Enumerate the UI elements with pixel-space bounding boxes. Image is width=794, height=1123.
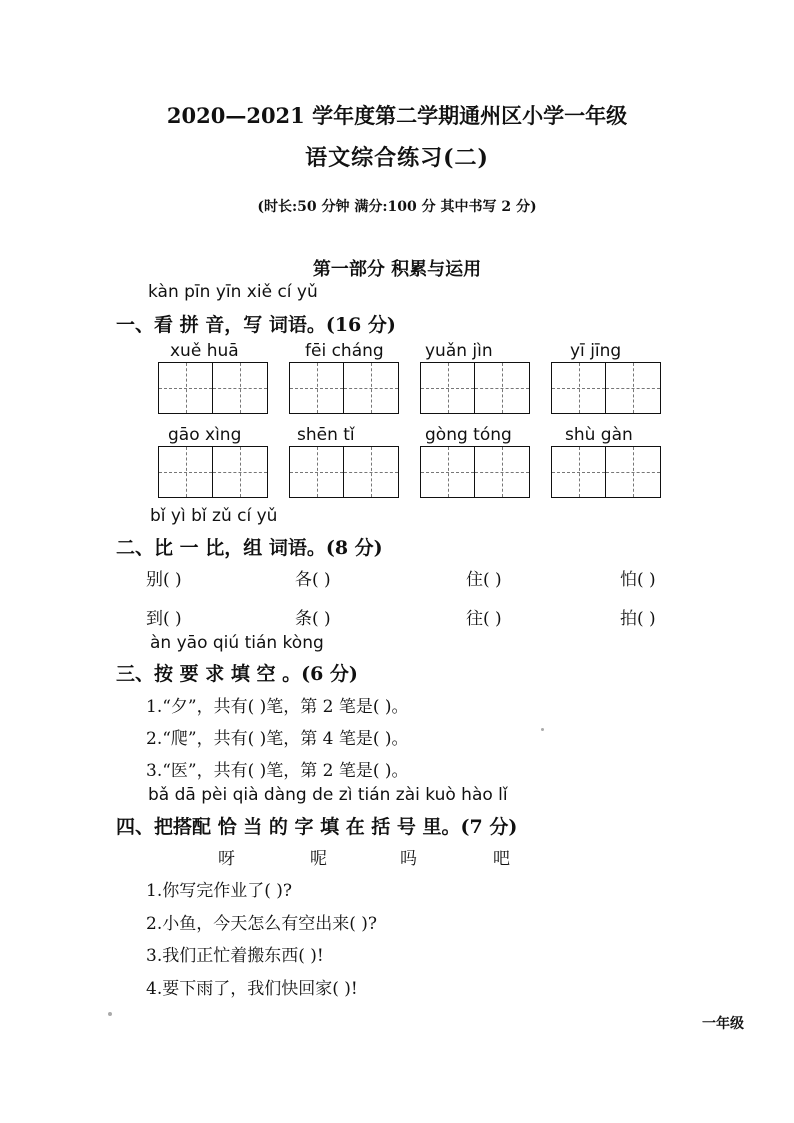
q2-item: 拍( ) [620,609,656,629]
q2-pinyin: bǐ yì bǐ zǔ cí yǔ [150,506,278,526]
writing-grid[interactable] [420,446,530,498]
q2-item: 怕( ) [620,570,656,590]
title-line-1: 2020—2021 学年度第二学期通州区小学一年级 [166,103,628,128]
grid-cell[interactable] [159,363,213,413]
writing-grid[interactable] [289,362,399,414]
page-footer: 一年级 [702,1016,744,1032]
q3-heading: 三、按 要 求 填 空 。(6 分) [116,663,358,685]
grid-cell[interactable] [213,363,267,413]
part-one-title: 第一部分 积累与运用 [312,259,482,280]
q1-word-pinyin: shēn tǐ [297,425,355,445]
q1-word-pinyin: xuě huā [170,341,239,361]
title-line-2: 语文综合练习(二) [305,145,489,171]
q4-heading: 四、把搭配 恰 当 的 字 填 在 括 号 里。(7 分) [116,816,518,838]
q4-word-option: 呢 [310,849,327,869]
q3-pinyin: àn yāo qiú tián kòng [150,633,324,653]
q4-word-option: 呀 [218,849,235,869]
q1-word-pinyin: yī jīng [570,341,622,361]
q1-word-pinyin: gòng tóng [425,425,512,445]
writing-grid[interactable] [289,446,399,498]
grid-cell[interactable] [344,363,398,413]
grid-cell[interactable] [552,447,606,497]
grid-cell[interactable] [606,447,660,497]
q3-item: 3.“医”，共有( )笔，第 2 笔是( )。 [146,761,409,781]
exam-meta: (时长:50 分钟 满分:100 分 其中书写 2 分) [257,199,537,215]
grid-cell[interactable] [552,363,606,413]
q1-word-pinyin: shù gàn [565,425,633,445]
grid-cell[interactable] [344,447,398,497]
q2-heading: 二、比 一 比，组 词语。(8 分) [116,537,383,559]
q1-heading: 一、看 拼 音，写 词语。(16 分) [116,314,396,336]
q1-word-pinyin: yuǎn jìn [425,341,493,361]
scan-speck [108,1012,112,1016]
q4-item: 3.我们正忙着搬东西( )! [146,946,324,966]
q4-pinyin: bǎ dā pèi qià dàng de zì tián zài kuò hào lǐ [148,785,508,805]
grid-cell[interactable] [421,447,475,497]
q3-item: 2.“爬”，共有( )笔，第 4 笔是( )。 [146,729,409,749]
grid-cell[interactable] [421,363,475,413]
q1-pinyin: kàn pīn yīn xiě cí yǔ [148,282,318,302]
q2-item: 往( ) [466,609,502,629]
writing-grid[interactable] [551,362,661,414]
grid-cell[interactable] [290,447,344,497]
q2-item: 别( ) [146,570,182,590]
q2-item: 各( ) [295,570,331,590]
q1-word-pinyin: gāo xìng [168,425,242,445]
grid-cell[interactable] [213,447,267,497]
q4-item: 1.你写完作业了( )? [146,881,293,901]
writing-grid[interactable] [420,362,530,414]
q4-word-option: 吧 [493,849,510,869]
grid-cell[interactable] [606,363,660,413]
q4-item: 4.要下雨了，我们快回家( )! [146,979,358,999]
writing-grid[interactable] [551,446,661,498]
writing-grid[interactable] [158,362,268,414]
writing-grid[interactable] [158,446,268,498]
q2-item: 条( ) [295,609,331,629]
q2-item: 到( ) [146,609,182,629]
q2-item: 住( ) [466,570,502,590]
grid-cell[interactable] [159,447,213,497]
grid-cell[interactable] [290,363,344,413]
q4-word-option: 吗 [400,849,417,869]
scan-speck [541,728,544,731]
q4-item: 2.小鱼，今天怎么有空出来( )? [146,914,378,934]
grid-cell[interactable] [475,363,529,413]
grid-cell[interactable] [475,447,529,497]
q1-word-pinyin: fēi cháng [305,341,384,361]
q3-item: 1.“夕”，共有( )笔，第 2 笔是( )。 [146,697,409,717]
